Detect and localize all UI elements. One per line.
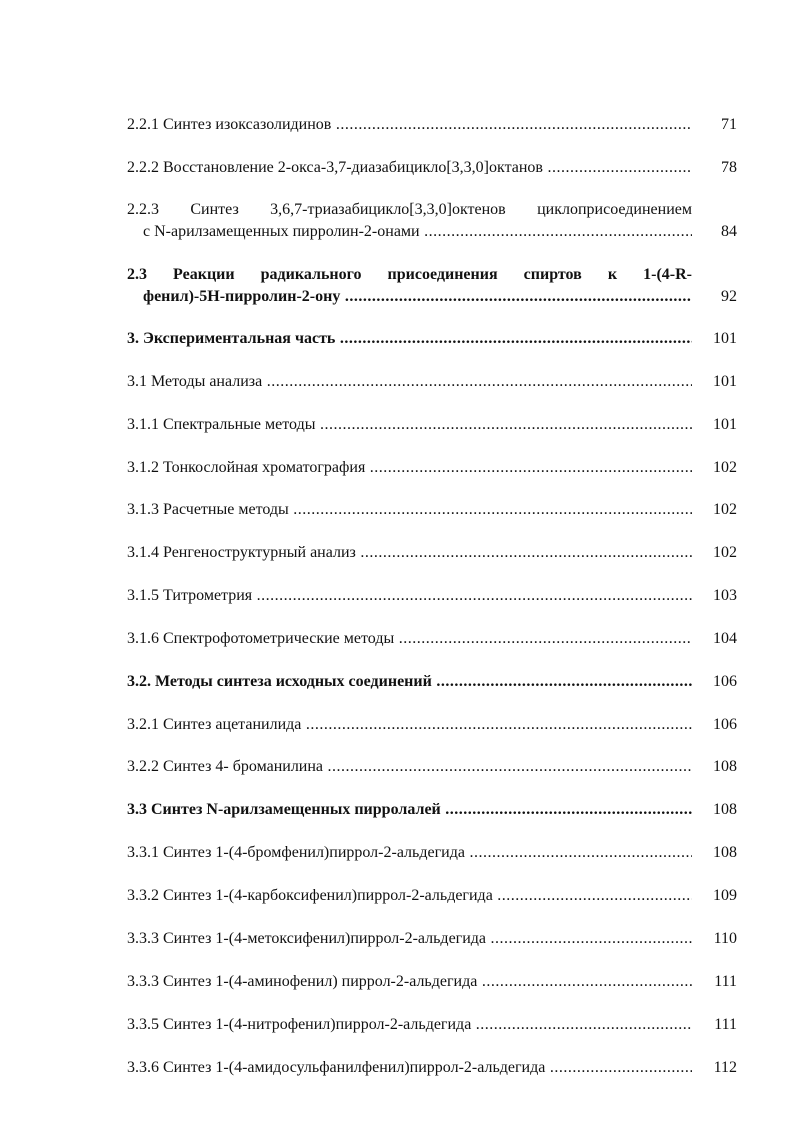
- toc-entry-title: 3.3.5 Синтез 1-(4-нитрофенил)пиррол-2-альдегида .....: [127, 1015, 692, 1035]
- toc-entry-page: 106: [713, 673, 737, 690]
- toc-entry-page: 103: [713, 587, 737, 604]
- toc-entry-page: 110: [713, 930, 737, 947]
- toc-entry-page: 109: [713, 887, 737, 904]
- toc-entry-page: 92: [721, 288, 737, 305]
- toc-entry-page: 102: [713, 501, 737, 518]
- toc-entry-page: 101: [713, 373, 737, 390]
- toc-entry-page: 104: [713, 630, 737, 647]
- toc-entry-page: 84: [721, 223, 737, 240]
- toc-entry-page: 102: [713, 459, 737, 476]
- toc-entry-title: 3.2.2 Синтез 4- броманилина .....: [127, 757, 692, 777]
- toc-entry-title: 3.1.4 Ренгеноструктурный анализ .....: [127, 543, 692, 563]
- toc-entry-title: 3.3.1 Синтез 1-(4-бромфенил)пиррол-2-альдегида .....: [127, 843, 692, 863]
- toc-entry-page: 101: [713, 416, 737, 433]
- toc-entry-page: 101: [713, 330, 737, 347]
- toc-entry-page: 111: [714, 973, 737, 990]
- toc-entry-title: 3.3 Синтез N-арилзамещенных пирролалей .....: [127, 800, 692, 820]
- toc-entry-title: 3.1.1 Спектральные методы .....: [127, 415, 692, 435]
- toc-entry-page: 102: [713, 544, 737, 561]
- toc-entry-page: 108: [713, 758, 737, 775]
- toc-entry-title: 3. Экспериментальная часть .....: [127, 329, 692, 349]
- toc-entry-title: 2.2.1 Синтез изоксазолидинов .....: [127, 115, 692, 135]
- toc-entry-title-line2: с N-арилзамещенных пирролин-2-онами .....: [143, 222, 692, 242]
- toc-entry-title: 3.1.5 Титрометрия .....: [127, 586, 692, 606]
- toc-entry-page: 71: [721, 116, 737, 133]
- toc-entry-title: 3.3.3 Синтез 1-(4-аминофенил) пиррол-2-альдегида .....: [127, 972, 692, 992]
- toc-entry-page: 112: [713, 1059, 737, 1076]
- toc-entry-title: 3.2. Методы синтеза исходных соединений .....: [127, 672, 692, 692]
- toc-entry-page: 106: [713, 716, 737, 733]
- toc-entry-title: 3.2.1 Синтез ацетанилида .....: [127, 715, 692, 735]
- toc-entry-title: 2.2.2 Восстановление 2-окса-3,7-диазабицикло[3,3,0]октанов .....: [127, 158, 692, 178]
- toc-entry-page: 108: [713, 801, 737, 818]
- toc-entry-page: 78: [721, 159, 737, 176]
- toc-entry-title: 3.3.6 Синтез 1-(4-амидосульфанилфенил)пиррол-2-альдегида .....: [127, 1058, 692, 1078]
- toc-entry-title: 3.1.3 Расчетные методы .....: [127, 500, 692, 520]
- toc-entry-page: 108: [713, 844, 737, 861]
- toc-entry-title: 3.3.2 Синтез 1-(4-карбоксифенил)пиррол-2-альдегида .....: [127, 886, 692, 906]
- toc-entry-title: 3.3.3 Синтез 1-(4-метоксифенил)пиррол-2-альдегида .....: [127, 929, 692, 949]
- toc-entry-title-line1: 2.2.3 Синтез 3,6,7-триазабицикло[3,3,0]октенов циклоприсоединением: [127, 201, 692, 218]
- toc-entry-page: 111: [714, 1016, 737, 1033]
- toc-entry-title-line2: фенил)-5H-пирролин-2-ону .....: [143, 287, 692, 307]
- toc-entry-title-line1: 2.3 Реакции радикального присоединения спиртов к 1-(4-R-: [127, 266, 692, 283]
- toc-entry-title: 3.1.6 Спектрофотометрические методы .....: [127, 629, 692, 649]
- toc-entry-title: 3.1 Методы анализа .....: [127, 372, 692, 392]
- toc-entry-title: 3.1.2 Тонкослойная хроматография .....: [127, 458, 692, 478]
